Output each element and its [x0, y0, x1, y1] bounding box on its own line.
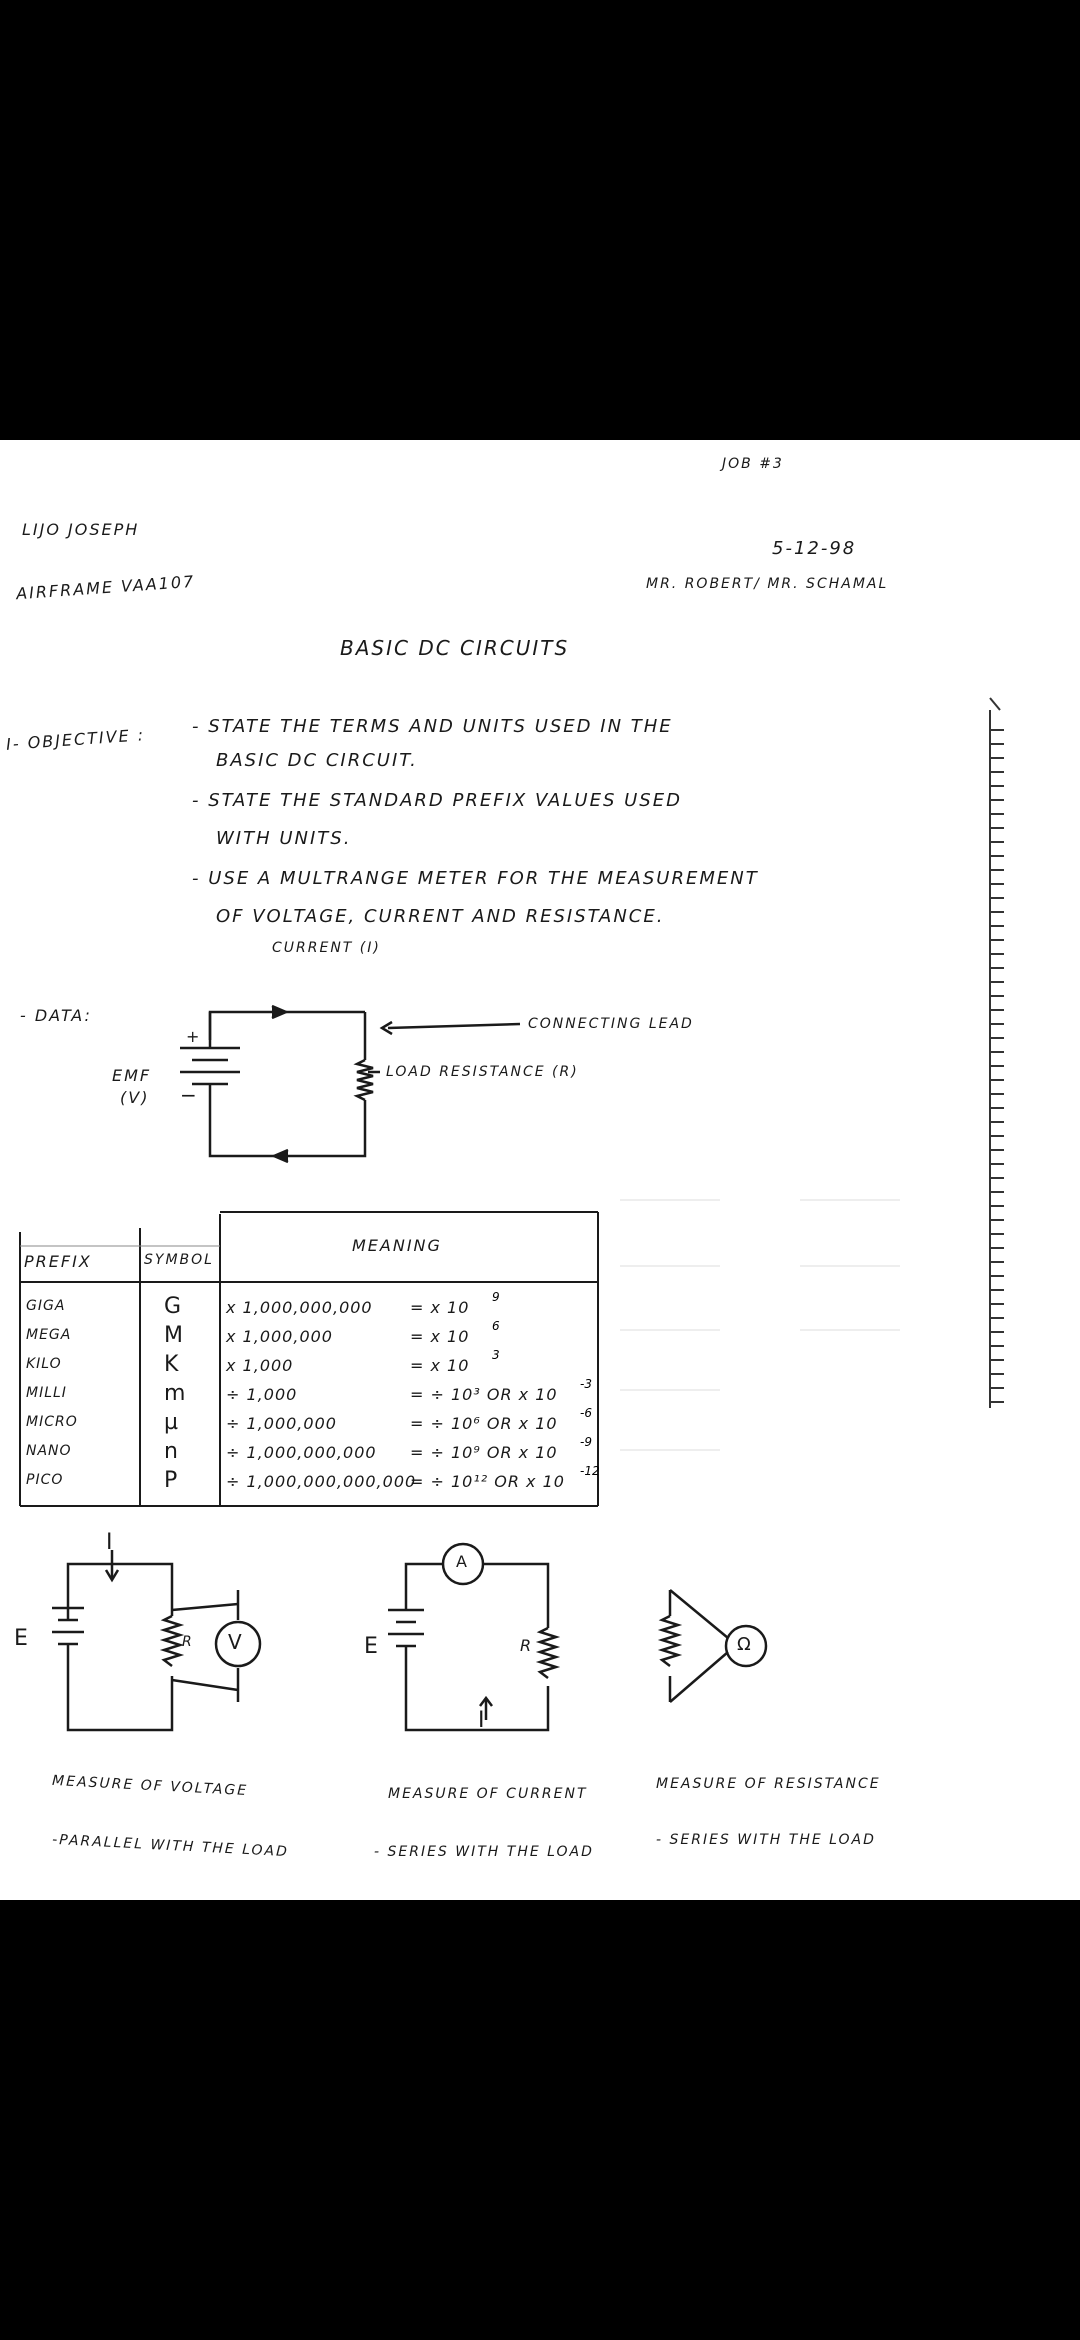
objective-line: OF VOLTAGE, CURRENT AND RESISTANCE. [216, 906, 665, 927]
table-header-meaning: MEANING [352, 1236, 442, 1255]
table-cell-power: = x 10 [410, 1327, 470, 1346]
resistor-symbol: R [520, 1636, 533, 1655]
course-code: AIRFRAME VAA107 [15, 571, 196, 604]
measurement-subtitle: - SERIES WITH THE LOAD [656, 1832, 876, 1848]
table-cell-meaning: x 1,000 [226, 1356, 294, 1375]
prefix-table-lines [0, 440, 1080, 1900]
table-cell-symbol: G [164, 1294, 183, 1319]
table-cell-exponent: -12 [580, 1464, 600, 1478]
table-cell-prefix: GIGA [26, 1298, 66, 1314]
student-name: LIJO JOSEPH [22, 520, 140, 539]
table-cell-prefix: NANO [26, 1443, 72, 1459]
table-cell-power: = ÷ 10³ OR x 10 [410, 1385, 558, 1404]
table-cell-symbol: m [164, 1381, 187, 1406]
instructors: MR. ROBERT/ MR. SCHAMAL [646, 576, 889, 592]
measurement-subtitle: - SERIES WITH THE LOAD [374, 1844, 594, 1860]
table-cell-meaning: ÷ 1,000,000,000 [226, 1443, 377, 1462]
table-cell-exponent: -6 [580, 1406, 592, 1420]
voltmeter-label: V [228, 1630, 243, 1654]
ammeter-label: A [456, 1552, 468, 1571]
table-header-symbol: SYMBOL [144, 1252, 214, 1268]
table-cell-power: = ÷ 10¹² OR x 10 [410, 1472, 565, 1491]
measurement-title: MEASURE OF RESISTANCE [656, 1776, 881, 1792]
resistor-symbol: R [182, 1634, 193, 1650]
table-cell-meaning: ÷ 1,000,000,000,000 [226, 1472, 417, 1491]
objective-line: - USE A MULTRANGE METER FOR THE MEASUREMENT [192, 868, 759, 889]
table-cell-exponent: 9 [492, 1290, 500, 1304]
page-title: BASIC DC CIRCUITS [340, 636, 570, 660]
emf-label: EMF [112, 1066, 152, 1085]
table-cell-meaning: x 1,000,000,000 [226, 1298, 373, 1317]
emf-unit: (V) [120, 1088, 150, 1107]
current-label: CURRENT (I) [272, 940, 381, 956]
current-symbol: I [478, 1708, 486, 1733]
data-label: - DATA: [20, 1006, 92, 1025]
objective-line: BASIC DC CIRCUIT. [216, 750, 418, 771]
table-cell-symbol: P [164, 1468, 179, 1493]
table-cell-power: = ÷ 10⁶ OR x 10 [410, 1414, 558, 1433]
table-cell-exponent: 6 [492, 1319, 500, 1333]
table-cell-meaning: ÷ 1,000 [226, 1385, 298, 1404]
table-cell-meaning: ÷ 1,000,000 [226, 1414, 337, 1433]
objective-label: I- OBJECTIVE : [5, 725, 146, 754]
table-cell-prefix: MICRO [26, 1414, 78, 1430]
measurement-subtitle: -PARALLEL WITH THE LOAD [51, 1831, 290, 1861]
table-cell-power: = x 10 [410, 1356, 470, 1375]
connecting-lead-label: CONNECTING LEAD [528, 1016, 694, 1032]
table-cell-exponent: 3 [492, 1348, 500, 1362]
table-cell-exponent: -9 [580, 1435, 592, 1449]
objective-line: - STATE THE STANDARD PREFIX VALUES USED [192, 790, 682, 811]
table-cell-symbol: M [164, 1323, 184, 1348]
table-cell-prefix: PICO [26, 1472, 64, 1488]
measurement-title: MEASURE OF CURRENT [388, 1786, 588, 1802]
emf-symbol: E [364, 1634, 379, 1659]
table-cell-prefix: KILO [26, 1356, 62, 1372]
svg-text:+: + [186, 1027, 200, 1046]
emf-symbol: E [14, 1626, 29, 1651]
table-cell-power: = x 10 [410, 1298, 470, 1317]
measurement-title: MEASURE OF VOLTAGE [51, 1772, 249, 1800]
table-cell-meaning: x 1,000,000 [226, 1327, 333, 1346]
table-cell-power: = ÷ 10⁹ OR x 10 [410, 1443, 558, 1462]
table-cell-symbol: K [164, 1352, 180, 1377]
table-cell-prefix: MEGA [26, 1327, 72, 1343]
ohmmeter-label: Ω [737, 1634, 752, 1655]
date: 5-12-98 [772, 538, 857, 559]
svg-text:−: − [180, 1083, 197, 1107]
table-cell-prefix: MILLI [26, 1385, 67, 1401]
notebook-page [0, 440, 1080, 1900]
table-header-prefix: PREFIX [24, 1252, 92, 1271]
current-symbol: I [106, 1530, 114, 1555]
load-resistance-label: LOAD RESISTANCE (R) [386, 1064, 579, 1080]
table-cell-symbol: n [164, 1439, 179, 1464]
table-cell-exponent: -3 [580, 1377, 592, 1391]
job-number: JOB #3 [722, 456, 784, 472]
table-cell-symbol: µ [164, 1410, 179, 1435]
objective-line: - STATE THE TERMS AND UNITS USED IN THE [192, 716, 673, 737]
objective-line: WITH UNITS. [216, 828, 352, 849]
